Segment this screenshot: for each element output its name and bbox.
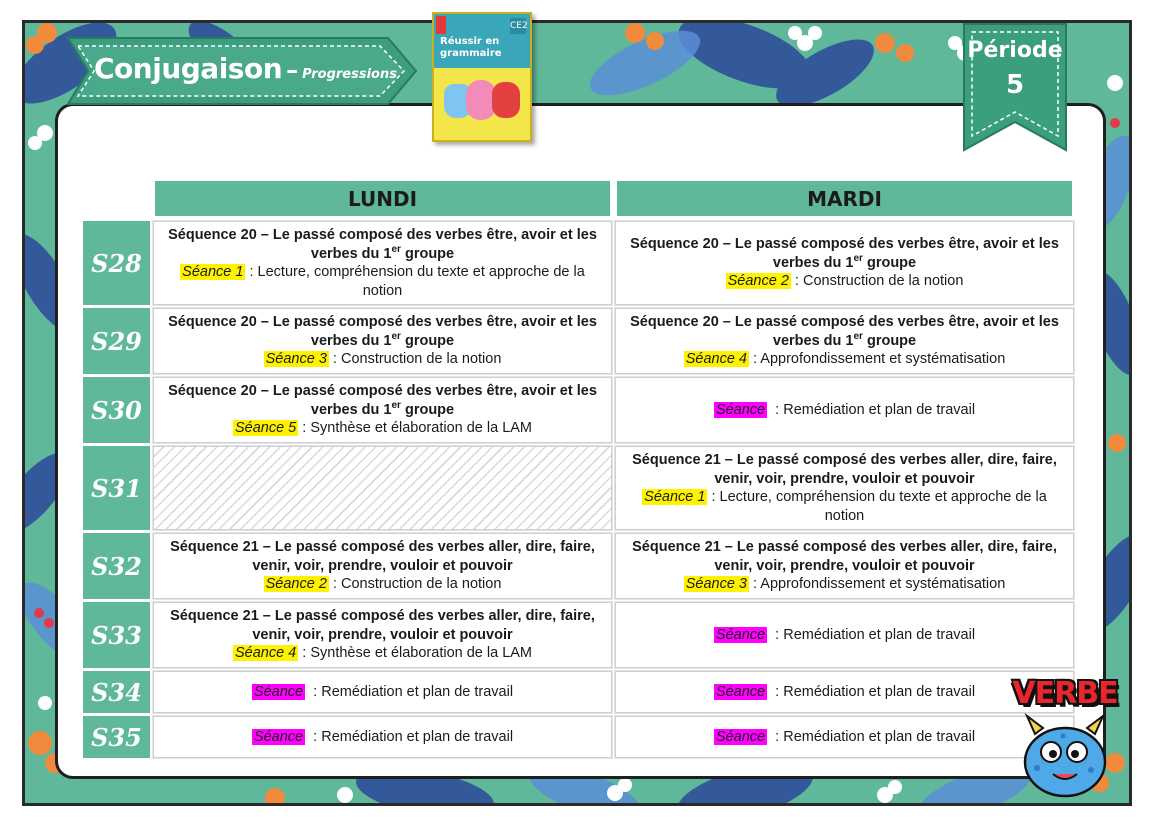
sequence-text-end: groupe <box>400 401 455 418</box>
schedule-cell-lundi <box>153 377 612 443</box>
sequence-text: Séquence 21 – Le passé composé des verbes aller, dire, faire, venir, voir, prendre, vouloir et pouvoir <box>170 608 595 643</box>
table-row <box>83 446 1074 530</box>
schedule-cell-mardi <box>615 602 1074 668</box>
week-label: S34 <box>83 671 150 713</box>
table-row <box>83 671 1074 713</box>
book-monster-red <box>492 82 520 118</box>
seance-text: : Lecture, compréhension du texte et approche de la notion <box>245 264 589 299</box>
seance-badge: Séance 2 <box>727 273 789 290</box>
sequence-title <box>168 538 597 575</box>
week-label: S32 <box>83 533 150 599</box>
schedule-cell-lundi <box>153 308 612 374</box>
book-level: CE2 <box>510 18 526 34</box>
seance-text: : Remédiation et plan de travail <box>767 683 976 700</box>
seance-badge: Séance 2 <box>265 576 327 593</box>
title-main: Conjugaison <box>94 52 283 85</box>
sequence-title <box>168 382 597 419</box>
week-label: S31 <box>83 446 150 530</box>
periode-number: 5 <box>1005 70 1025 100</box>
seance-line <box>714 402 975 418</box>
seance-text: : Lecture, compréhension du texte et approche de la notion <box>707 489 1051 524</box>
sequence-title <box>168 313 597 350</box>
table-row <box>83 602 1074 668</box>
empty-cell-lundi <box>153 446 612 530</box>
seance-badge: Séance <box>253 683 304 700</box>
verbe-mascot <box>1005 676 1125 801</box>
sequence-title <box>630 313 1059 350</box>
seance-text: : Remédiation et plan de travail <box>305 728 514 745</box>
column-header-lundi: LUNDI <box>153 179 612 218</box>
seance-text: : Remédiation et plan de travail <box>767 401 976 418</box>
sequence-superscript: er <box>391 399 401 411</box>
seance-line <box>252 729 513 745</box>
seance-line <box>714 729 975 745</box>
periode-banner <box>960 20 1070 155</box>
seance-line <box>714 627 975 643</box>
seance-text: : Synthèse et élaboration de la LAM <box>298 645 533 662</box>
seance-badge: Séance 5 <box>234 420 297 437</box>
table-row <box>83 221 1074 305</box>
book-title: Réussir en grammaire <box>440 36 502 59</box>
seance-badge: Séance 3 <box>685 576 747 593</box>
sequence-title <box>630 235 1059 272</box>
page-title <box>94 52 397 85</box>
sequence-text-end: groupe <box>862 254 917 271</box>
seance-badge: Séance <box>715 401 766 418</box>
sequence-text-end: groupe <box>862 332 917 349</box>
sequence-title <box>630 451 1059 488</box>
schedule-cell-lundi <box>153 221 612 305</box>
seance-line <box>726 273 964 289</box>
book-badge <box>436 16 446 34</box>
table-row <box>83 716 1074 758</box>
seance-text: : Construction de la notion <box>328 576 502 593</box>
schedule-body <box>83 221 1074 758</box>
sequence-text: Séquence 20 – Le passé composé des verbes être, avoir et les verbes du 1 <box>168 227 597 262</box>
seance-text: : Construction de la notion <box>328 351 502 368</box>
sequence-title <box>168 607 597 644</box>
verbe-word: VERBE <box>1012 676 1118 711</box>
seance-text: : Remédiation et plan de travail <box>767 728 976 745</box>
table-row <box>83 377 1074 443</box>
schedule-cell-lundi <box>153 602 612 668</box>
book-cover <box>432 12 532 142</box>
seance-badge: Séance 4 <box>685 351 747 368</box>
sequence-text-end: groupe <box>400 245 455 262</box>
seance-line <box>180 264 589 299</box>
schedule-cell-lundi <box>153 533 612 599</box>
week-label: S33 <box>83 602 150 668</box>
monster-icon <box>1017 712 1113 800</box>
schedule-cell-mardi <box>615 221 1074 305</box>
week-label: S29 <box>83 308 150 374</box>
periode-label: Période <box>967 38 1063 63</box>
title-subtitle: Progressions <box>302 67 397 82</box>
seance-badge: Séance <box>253 728 304 745</box>
seance-line <box>684 576 1006 592</box>
column-header-mardi: MARDI <box>615 179 1074 218</box>
seance-badge: Séance <box>715 683 766 700</box>
seance-line <box>252 684 513 700</box>
schedule-cell-lundi <box>153 716 612 758</box>
week-label: S35 <box>83 716 150 758</box>
schedule-cell-mardi <box>615 377 1074 443</box>
table-row <box>83 533 1074 599</box>
title-dash: – <box>286 56 299 84</box>
week-label: S28 <box>83 221 150 305</box>
sequence-text: Séquence 21 – Le passé composé des verbes aller, dire, faire, venir, voir, prendre, vouloir et pouvoir <box>632 452 1057 487</box>
sequence-text: Séquence 21 – Le passé composé des verbes aller, dire, faire, venir, voir, prendre, vouloir et pouvoir <box>170 539 595 574</box>
sequence-superscript: er <box>391 330 401 342</box>
schedule-cell-lundi <box>153 671 612 713</box>
corner-cell <box>83 179 150 218</box>
seance-text: : Synthèse et élaboration de la LAM <box>298 420 533 437</box>
sequence-text-end: groupe <box>400 332 455 349</box>
sequence-text: Séquence 20 – Le passé composé des verbes être, avoir et les verbes du 1 <box>630 314 1059 349</box>
sequence-superscript: er <box>853 330 863 342</box>
seance-badge: Séance 4 <box>234 645 297 662</box>
sequence-text: Séquence 20 – Le passé composé des verbes être, avoir et les verbes du 1 <box>168 314 597 349</box>
schedule-cell-mardi <box>615 308 1074 374</box>
sequence-text: Séquence 20 – Le passé composé des verbes être, avoir et les verbes du 1 <box>168 383 597 418</box>
seance-line <box>233 645 532 661</box>
seance-text: : Approfondissement et systématisation <box>748 576 1006 593</box>
seance-badge: Séance 3 <box>265 351 327 368</box>
sequence-title <box>630 538 1059 575</box>
seance-line <box>684 351 1006 367</box>
seance-line <box>264 351 502 367</box>
schedule-cell-mardi <box>615 446 1074 530</box>
sequence-superscript: er <box>391 243 401 255</box>
table-row <box>83 308 1074 374</box>
seance-text: : Remédiation et plan de travail <box>305 683 514 700</box>
seance-text: : Approfondissement et systématisation <box>748 351 1006 368</box>
title-ribbon <box>48 28 418 114</box>
seance-text: : Construction de la notion <box>790 273 964 290</box>
schedule-table <box>80 176 1077 761</box>
seance-badge: Séance 1 <box>644 489 706 505</box>
seance-badge: Séance 1 <box>182 264 244 280</box>
seance-badge: Séance <box>715 728 766 745</box>
sequence-text: Séquence 20 – Le passé composé des verbes être, avoir et les verbes du 1 <box>630 236 1059 271</box>
sequence-superscript: er <box>853 252 863 264</box>
week-label: S30 <box>83 377 150 443</box>
seance-line <box>233 420 532 436</box>
seance-badge: Séance <box>715 626 766 643</box>
sequence-text: Séquence 21 – Le passé composé des verbes aller, dire, faire, venir, voir, prendre, vouloir et pouvoir <box>632 539 1057 574</box>
sequence-title <box>168 226 597 263</box>
seance-line <box>264 576 502 592</box>
seance-line <box>714 684 975 700</box>
seance-line <box>642 489 1051 524</box>
header-row <box>83 179 1074 218</box>
seance-text: : Remédiation et plan de travail <box>767 626 976 643</box>
schedule-cell-mardi <box>615 533 1074 599</box>
